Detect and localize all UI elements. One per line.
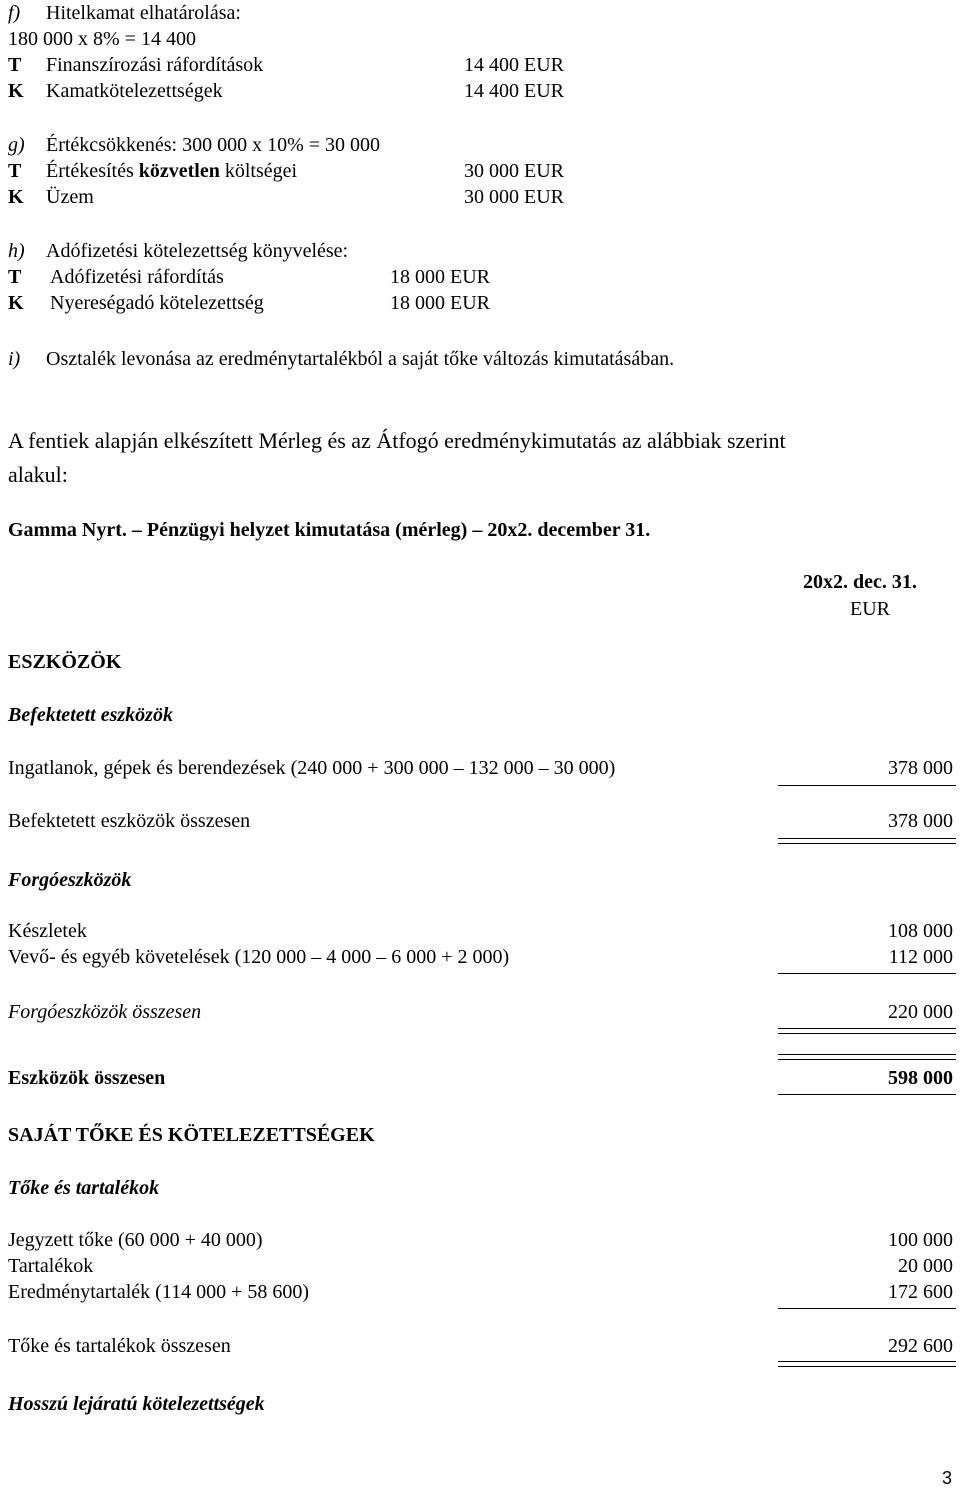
inventory-label: Készletek (8, 920, 87, 942)
entry-amount: 14 400 EUR (464, 80, 564, 102)
long-term-liabilities-heading: Hosszú lejáratú kötelezettségek (8, 1393, 265, 1415)
reserves-value: 20 000 (898, 1255, 953, 1277)
ppe-label: Ingatlanok, gépek és berendezések (240 000 + 300 000 – 132 000 – 30 000) (8, 757, 616, 779)
fixed-total-label: Befektetett eszközök összesen (8, 810, 251, 832)
share-capital-label: Jegyzett tőke (60 000 + 40 000) (8, 1229, 263, 1251)
fixed-total-value: 378 000 (888, 810, 953, 832)
page-number: 3 (941, 1468, 952, 1488)
share-capital-value: 100 000 (888, 1229, 953, 1251)
entry-side: K (8, 186, 24, 208)
total-rule-top (778, 1028, 956, 1029)
current-assets-heading: Forgóeszközök (8, 869, 132, 891)
equity-heading: Tőke és tartalékok (8, 1177, 160, 1199)
entry-side: T (8, 54, 22, 76)
entry-side: K (8, 80, 24, 102)
equity-total-value: 292 600 (888, 1335, 953, 1357)
entry-account: Nyereségadó kötelezettség (50, 292, 264, 314)
reserves-label: Tartalékok (8, 1255, 94, 1277)
fixed-assets-heading: Befektetett eszközök (8, 704, 173, 726)
entry-side: T (8, 160, 22, 182)
intro-line-1: A fentiek alapján elkészített Mérleg és az Átfogó eredménykimutatás az alábbiak szerint (8, 428, 786, 453)
item-h-letter: h) (8, 240, 25, 262)
assets-total-label: Eszközök összesen (8, 1067, 166, 1089)
intro-line-2: alakul: (8, 462, 68, 487)
subtotal-rule (778, 973, 956, 974)
item-g-title: Értékcsökkenés: 300 000 x 10% = 30 000 (46, 134, 381, 156)
item-g-letter: g) (8, 134, 25, 156)
receivables-label: Vevő- és egyéb követelések (120 000 – 4 000 – 6 000 + 2 000) (8, 946, 510, 968)
entry-amount: 18 000 EUR (390, 266, 490, 288)
assets-total-value: 598 000 (888, 1067, 953, 1089)
entry-account: Üzem (46, 186, 94, 208)
retained-earnings-value: 172 600 (888, 1281, 953, 1303)
retained-earnings-label: Eredménytartalék (114 000 + 58 600) (8, 1281, 310, 1303)
item-h-title: Adófizetési kötelezettség könyvelése: (46, 240, 349, 262)
equity-total-label: Tőke és tartalékok összesen (8, 1335, 231, 1357)
ppe-value: 378 000 (888, 757, 953, 779)
current-total-value: 220 000 (888, 1001, 953, 1023)
grand-total-rule-top (778, 1054, 956, 1055)
total-rule-top (778, 838, 956, 839)
entry-amount: 30 000 EUR (464, 186, 564, 208)
item-i-title: Osztalék levonása az eredménytartalékból a saját tőke változás kimutatásában. (46, 348, 675, 370)
assets-heading: ESZKÖZÖK (8, 651, 122, 673)
entry-amount: 18 000 EUR (390, 292, 490, 314)
total-rule-top (778, 1361, 956, 1362)
statement-heading: Gamma Nyrt. – Pénzügyi helyzet kimutatása (mérleg) – 20x2. december 31. (8, 519, 651, 541)
entry-account: Finanszírozási ráfordítások (46, 54, 264, 76)
entry-account: Értékesítés közvetlen költségei (46, 160, 298, 182)
entry-account: Adófizetési ráfordítás (50, 266, 224, 288)
subtotal-rule (778, 785, 956, 786)
grand-total-rule-under (778, 1094, 956, 1095)
entry-account: Kamatkötelezettségek (46, 80, 223, 102)
equity-liabilities-heading: SAJÁT TŐKE ÉS KÖTELEZETTSÉGEK (8, 1124, 375, 1146)
entry-side: T (8, 266, 22, 288)
grand-total-rule-bottom (778, 1059, 956, 1060)
subtotal-rule (778, 1308, 956, 1309)
item-f-calc: 180 000 x 8% = 14 400 (8, 28, 196, 50)
item-f-letter: f) (8, 2, 21, 24)
column-unit: EUR (850, 598, 890, 620)
current-total-label: Forgóeszközök összesen (8, 1001, 202, 1023)
receivables-value: 112 000 (888, 946, 953, 968)
total-rule-bottom (778, 843, 956, 844)
item-i-letter: i) (8, 348, 21, 370)
entry-amount: 14 400 EUR (464, 54, 564, 76)
entry-side: K (8, 292, 24, 314)
item-f-title: Hitelkamat elhatárolása: (46, 2, 241, 24)
inventory-value: 108 000 (888, 920, 953, 942)
total-rule-bottom (778, 1366, 956, 1367)
column-date: 20x2. dec. 31. (803, 571, 917, 593)
entry-amount: 30 000 EUR (464, 160, 564, 182)
total-rule-bottom (778, 1033, 956, 1034)
